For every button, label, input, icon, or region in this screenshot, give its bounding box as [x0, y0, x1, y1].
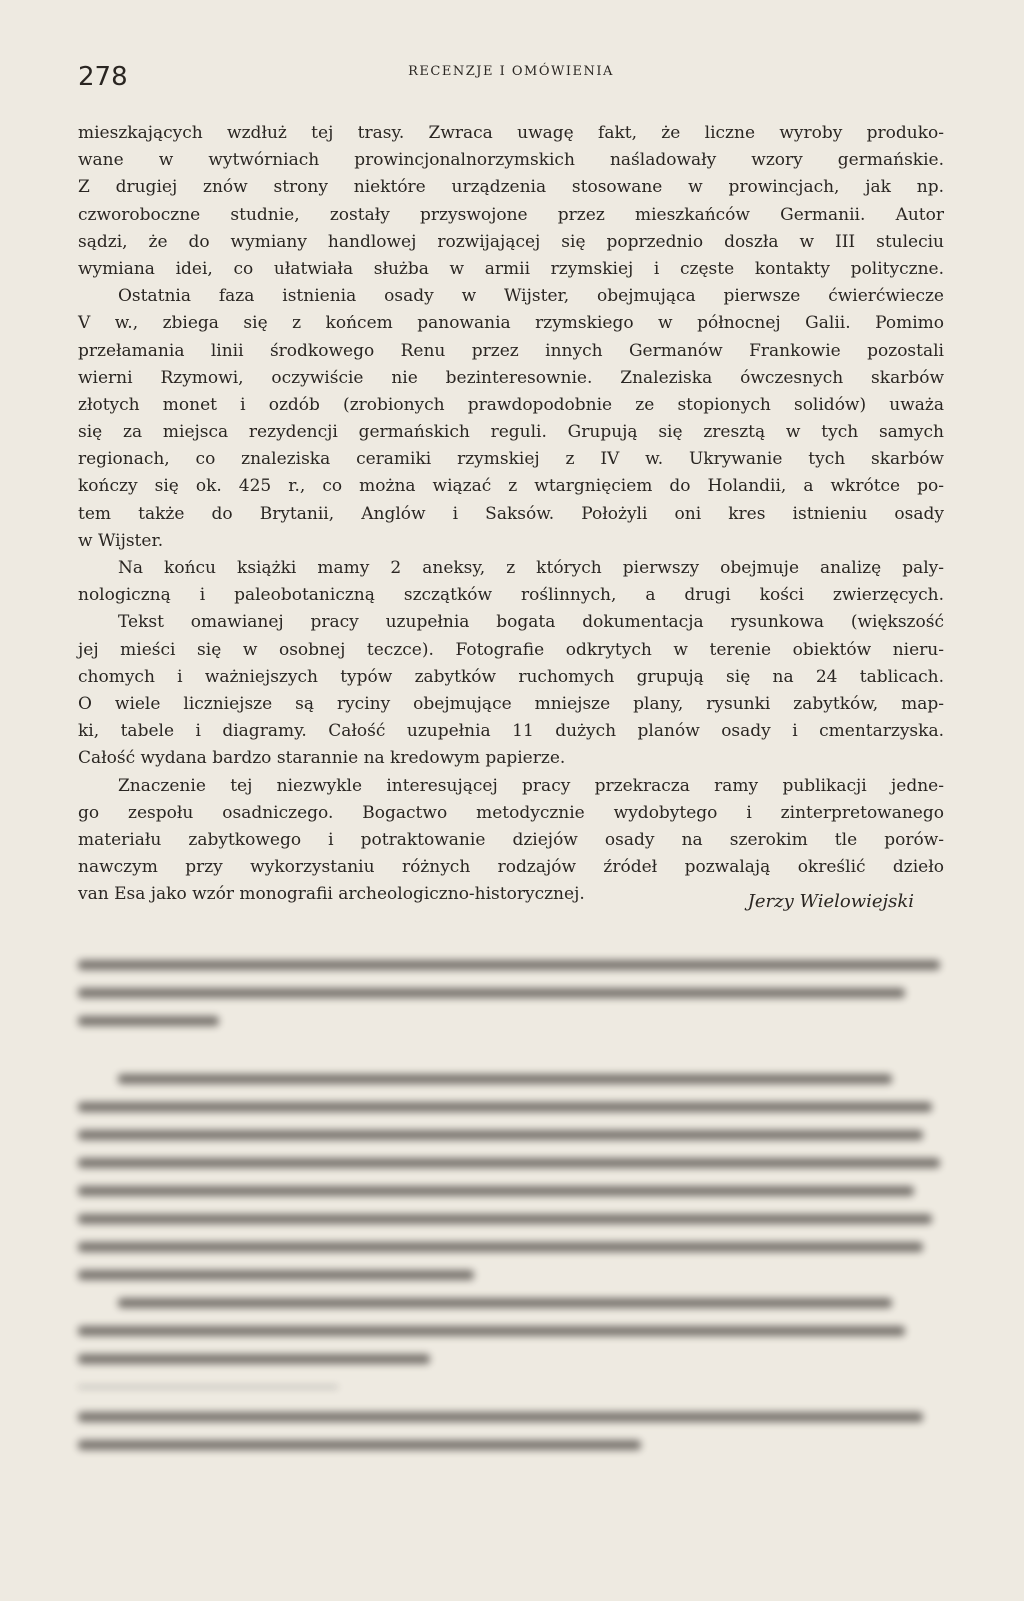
- blurred-next-review: [78, 960, 958, 1468]
- text-line: wane w wytwórniach prowincjonalnorzymskich naśladowały wzory germańskie.: [78, 150, 944, 171]
- blurred-line: [118, 1298, 892, 1308]
- blurred-line: [78, 1186, 914, 1196]
- blurred-line: [78, 1412, 923, 1422]
- text-line: przełamania linii środkowego Renu przez innych Germanów Frankowie pozostali: [78, 340, 944, 361]
- footnote-rule: [78, 1386, 338, 1388]
- text-line: go zespołu osadniczego. Bogactwo metodycznie wydobytego i zinterpretowanego: [78, 802, 944, 823]
- text-line: wymiana idei, co ułatwiała służba w armii rzymskiej i częste kontakty polityczne.: [78, 258, 944, 279]
- blurred-line: [78, 1102, 932, 1112]
- text-line: Tekst omawianej pracy uzupełnia bogata dokumentacja rysunkowa (większość: [118, 612, 944, 633]
- text-line: się za miejsca rezydencji germańskich reguli. Grupują się zresztą w tych samych: [78, 422, 944, 443]
- page-header: [78, 60, 944, 94]
- text-line: V w., zbiega się z końcem panowania rzymskiego w północnej Galii. Pomimo: [78, 313, 944, 334]
- blurred-line: [78, 1440, 641, 1450]
- text-line: czworoboczne studnie, zostały przyswojone przez mieszkańców Germanii. Autor: [78, 204, 944, 225]
- author-signature: Jerzy Wielowiejski: [747, 891, 914, 912]
- text-line: ki, tabele i diagramy. Całość uzupełnia 11 dużych planów osady i cmentarzyska.: [78, 721, 944, 742]
- blurred-line: [78, 960, 940, 970]
- blurred-line: [78, 1242, 923, 1252]
- blurred-line: [78, 1270, 474, 1280]
- text-line: chomych i ważniejszych typów zabytków ruchomych grupują się na 24 tablicach.: [78, 666, 944, 687]
- text-line: Z drugiej znów strony niektóre urządzenia stosowane w prowincjach, jak np.: [78, 177, 944, 198]
- blurred-line: [78, 1130, 923, 1140]
- blurred-line: [78, 1158, 940, 1168]
- text-line: kończy się ok. 425 r., co można wiązać z wtargnięciem do Holandii, a wkrótce po-: [78, 476, 944, 497]
- text-line: Na końcu książki mamy 2 aneksy, z których pierwszy obejmuje analizę paly-: [118, 558, 944, 578]
- text-line: sądzi, że do wymiany handlowej rozwijającej się poprzednio doszła w III stuleciu: [78, 231, 944, 252]
- text-line: Całość wydana bardzo starannie na kredowym papierze.: [78, 748, 566, 769]
- text-line: materiału zabytkowego i potraktowanie dziejów osady na szerokim tle porów-: [78, 829, 944, 850]
- blurred-line: [78, 1016, 219, 1026]
- page-number: 278: [78, 62, 128, 92]
- text-line: tem także do Brytanii, Anglów i Saksów. Położyli oni kres istnieniu osady: [78, 503, 944, 524]
- blurred-line: [78, 1214, 932, 1224]
- blurred-line: [78, 988, 905, 998]
- text-line: Ostatnia faza istnienia osady w Wijster, obejmująca pierwsze ćwierćwiecze: [118, 286, 944, 307]
- text-line: O wiele liczniejsze są ryciny obejmujące mniejsze plany, rysunki zabytków, map-: [78, 693, 944, 714]
- blurred-line: [78, 1326, 905, 1336]
- running-head: RECENZJE I OMÓWIENIA: [408, 64, 614, 79]
- text-line: Znaczenie tej niezwykle interesującej pracy przekracza ramy publikacji jedne-: [118, 775, 944, 796]
- text-line: mieszkających wzdłuż tej trasy. Zwraca uwagę fakt, że liczne wyroby produko-: [78, 123, 944, 143]
- text-line: jej mieści się w osobnej teczce). Fotografie odkrytych w terenie obiektów nieru-: [78, 639, 944, 660]
- review-body: [78, 120, 944, 908]
- text-line: w Wijster.: [78, 530, 164, 551]
- text-line: wierni Rzymowi, oczywiście nie bezinteresownie. Znaleziska ówczesnych skarbów: [78, 367, 944, 388]
- text-line: nawczym przy wykorzystaniu różnych rodzajów źródeł pozwalają określić dzieło: [78, 857, 944, 878]
- blurred-line: [118, 1074, 892, 1084]
- blurred-line: [78, 1354, 430, 1364]
- text-line: regionach, co znaleziska ceramiki rzymskiej z IV w. Ukrywanie tych skarbów: [78, 449, 944, 470]
- text-line: van Esa jako wzór monografii archeologiczno-historycznej.: [78, 884, 585, 905]
- text-line: złotych monet i ozdób (zrobionych prawdopodobnie ze stopionych solidów) uważa: [78, 394, 944, 415]
- text-line: nologiczną i paleobotaniczną szczątków roślinnych, a drugi kości zwierzęcych.: [78, 585, 944, 606]
